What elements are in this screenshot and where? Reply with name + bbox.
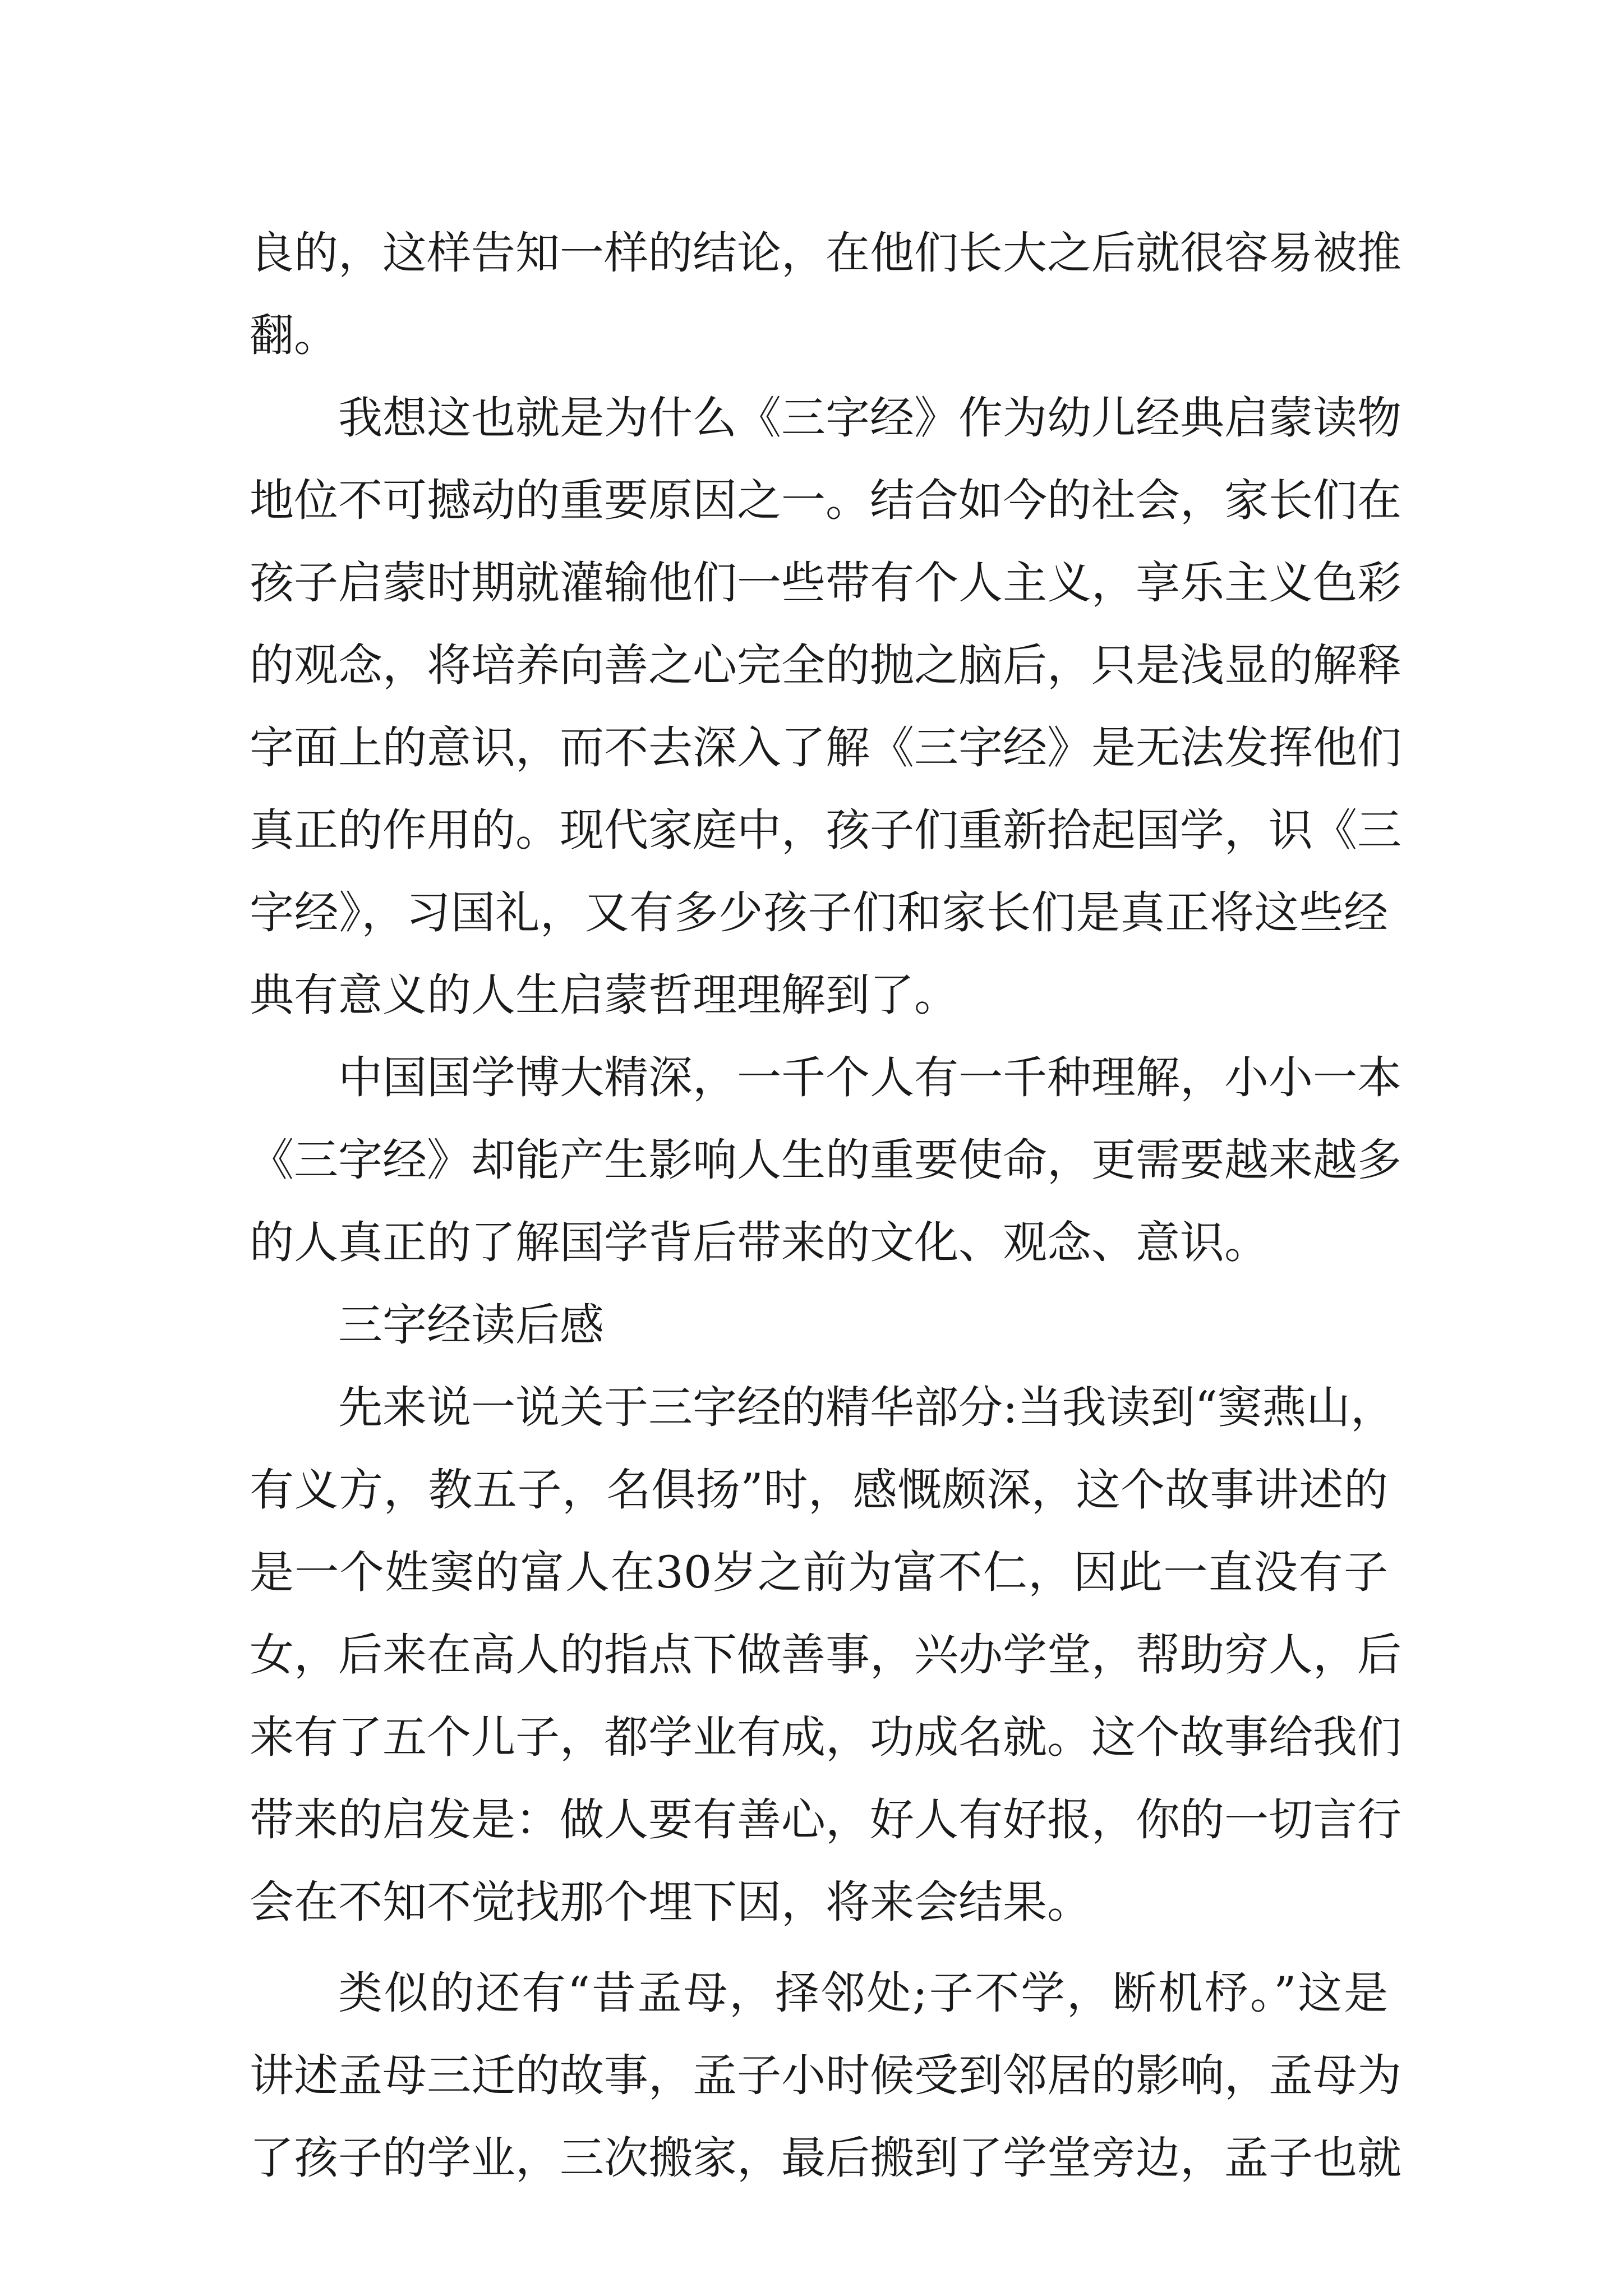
- text-line: 良的，这样告知一样的结论，在他们长大之后就很容易被推: [250, 227, 1401, 279]
- text-line: 典有意义的人生启蒙哲理理解到了。: [250, 969, 958, 1021]
- text-line: 是一个姓窦的富人在30岁之前为富不仁，因此一直没有子: [250, 1547, 1388, 1598]
- text-line: 类似的还有“昔孟母，择邻处;子不学，断机杼。”这是: [338, 1967, 1388, 2019]
- text-line: 来有了五个儿子，都学业有成，功成名就。这个故事给我们: [250, 1711, 1401, 1763]
- text-line: 中国国学博大精深，一千个人有一千种理解，小小一本: [338, 1052, 1401, 1103]
- text-line: 字经》，习国礼，又有多少孩子们和家长们是真正将这些经: [250, 887, 1388, 938]
- text-line: 地位不可撼动的重要原因之一。结合如今的社会，家长们在: [250, 475, 1401, 526]
- text-line: 讲述孟母三迁的故事，孟子小时候受到邻居的影响，孟母为: [250, 2050, 1401, 2101]
- text-line: 真正的作用的。现代家庭中，孩子们重新拾起国学，识《三: [250, 804, 1401, 856]
- text-line: 的人真正的了解国学背后带来的文化、观念、意识。: [250, 1217, 1269, 1268]
- text-line: 翻。: [250, 310, 338, 361]
- text-line: 孩子启蒙时期就灌输他们一些带有个人主义，享乐主义色彩: [250, 557, 1401, 609]
- text-line: 了孩子的学业，三次搬家，最后搬到了学堂旁边，孟子也就: [250, 2132, 1401, 2184]
- text-line: 三字经读后感: [338, 1299, 604, 1351]
- text-line: 女，后来在高人的指点下做善事，兴办学堂，帮助穷人，后: [250, 1629, 1401, 1681]
- text-line: 先来说一说关于三字经的精华部分:当我读到“窦燕山，: [338, 1382, 1395, 1433]
- document-body: [250, 212, 1401, 2200]
- text-line: 字面上的意识，而不去深入了解《三字经》是无法发挥他们: [250, 722, 1401, 774]
- text-line: 会在不知不觉找那个埋下因，将来会结果。: [250, 1876, 1091, 1928]
- text-line: 《三字经》却能产生影响人生的重要使命，更需要越来越多: [250, 1134, 1401, 1186]
- text-line: 有义方，教五子，名俱扬”时，感慨颇深，这个故事讲述的: [250, 1464, 1388, 1516]
- text-line: 的观念，将培养向善之心完全的抛之脑后，只是浅显的解释: [250, 639, 1401, 691]
- text-line: 我想这也就是为什么《三字经》作为幼儿经典启蒙读物: [338, 392, 1401, 444]
- text-line: 带来的启发是：做人要有善心，好人有好报，你的一切言行: [250, 1794, 1401, 1846]
